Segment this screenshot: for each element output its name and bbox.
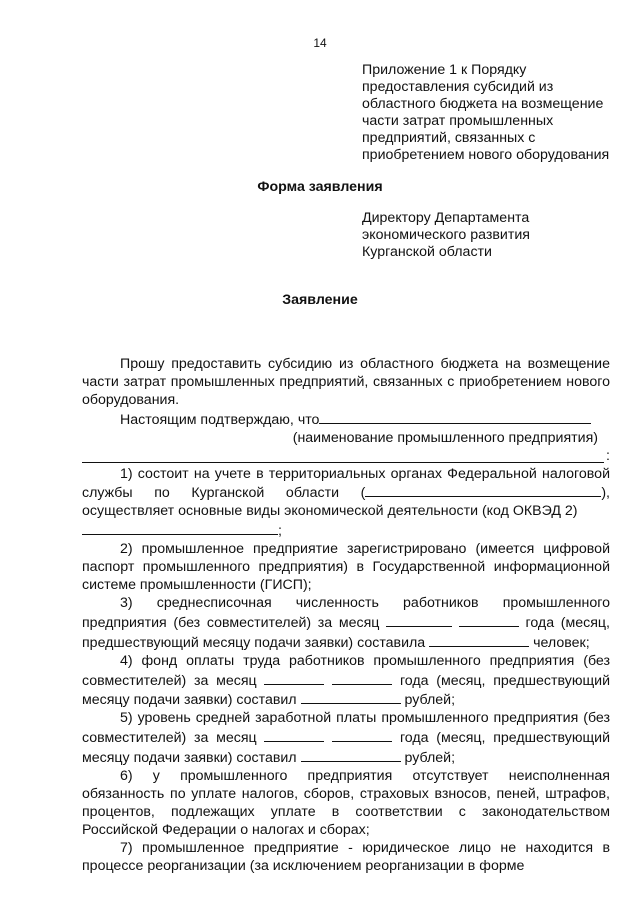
application-body [82,356,610,875]
item-1-text-c: осуществляет основные виды экономической деятельности (код ОКВЭД 2) [82,503,578,520]
item-4-month-blank[interactable] [264,671,324,685]
item-3-text-a: 3) среднесписочная численность работников промышленного предприятия (без совместителей) за месяц [82,594,610,631]
addressee-line: Директору Департамента [362,210,530,226]
item-7: 7) промышленное предприятие - юридическое лицо не находится в процессе реорганизации (за исключением реорганизации в форме [82,839,610,874]
appendix-block [362,62,624,164]
item-3-month-blank[interactable] [386,613,452,627]
tax-authority-blank[interactable] [365,483,601,497]
item-5-text-b: года (месяц, предшествующий месяцу подачи заявки) составил [82,730,611,767]
document-title: Заявление [282,292,358,308]
okved-line [82,521,610,541]
item-3-count-blank[interactable] [429,633,529,647]
item-4 [82,653,610,711]
item-5-text-c: рублей; [404,750,456,767]
appendix-line: предприятий, связанных с [362,130,536,146]
appendix-line: областного бюджета на возмещение [362,96,604,112]
confirmation-lead [82,410,610,430]
item-3 [82,595,610,653]
item-4-text-a: 4) фонд оплаты труда работников промышленного предприятия (без совместителей) за месяц [82,652,610,689]
colon: : [606,447,610,464]
addressee-line: Курганской области [362,244,492,260]
item-1-text-a: 1) состоит на учете в территориальных органах Федеральной налоговой службы по Курганской области ( [82,465,610,502]
item-4-year-blank[interactable] [332,671,392,685]
item-4-text-b: года (месяц, предшествующий месяцу подачи заявки) составил [82,672,611,709]
item-5-year-blank[interactable] [332,728,392,742]
appendix-line: предоставления субсидий из [362,79,554,95]
item-5-amount-blank[interactable] [301,748,401,762]
company-name-line-2 [82,448,610,466]
company-name-blank[interactable] [319,410,591,424]
item-6: 6) у промышленного предприятия отсутствует неисполненная обязанность по уплате налогов, сборов, страховых взносов, пеней, штрафов, процентов, подлежащих уплате в соответствии с законодательством Российской Федерации о налогах и сборах; [82,768,610,838]
item-1-end: ; [278,523,282,540]
addressee-block [362,210,624,261]
appendix-line: части затрат промышленных [362,113,554,129]
form-title: Форма заявления [257,179,383,195]
request-paragraph: Прошу предоставить субсидию из областного бюджета на возмещение части затрат промышленных предприятий, связанных с приобретением нового оборудования. [82,356,610,408]
item-5-text-a: 5) уровень средней заработной платы промышленного предприятия (без совместителей) за месяц [82,710,610,747]
confirmation-lead-text: Настоящим подтверждаю, что [120,411,320,428]
item-3-text-c: человек; [533,634,590,651]
company-name-caption: (наименование промышленного предприятия) [292,429,598,446]
item-3-text-b: года (месяц, предшествующий месяцу подачи заявки) составила [82,614,610,651]
company-name-blank-2[interactable] [82,448,604,463]
item-4-amount-blank[interactable] [301,690,401,704]
item-3-year-blank[interactable] [459,613,519,627]
item-1-text-b: ), [601,485,610,502]
item-2: 2) промышленное предприятие зарегистрировано (имеется цифровой паспорт промышленного предприятия) в Государственной информационной системе промышленности (ГИСП); [82,541,610,593]
item-4-text-c: рублей; [404,692,456,709]
item-1 [82,466,610,522]
appendix-line: приобретением нового оборудования [362,147,610,163]
item-5 [82,710,610,768]
item-5-month-blank[interactable] [264,728,324,742]
page-number: 14 [313,36,327,50]
okved-code-blank[interactable] [82,521,278,535]
appendix-line: Приложение 1 к Порядку [362,62,527,78]
addressee-line: экономического развития [362,227,530,243]
